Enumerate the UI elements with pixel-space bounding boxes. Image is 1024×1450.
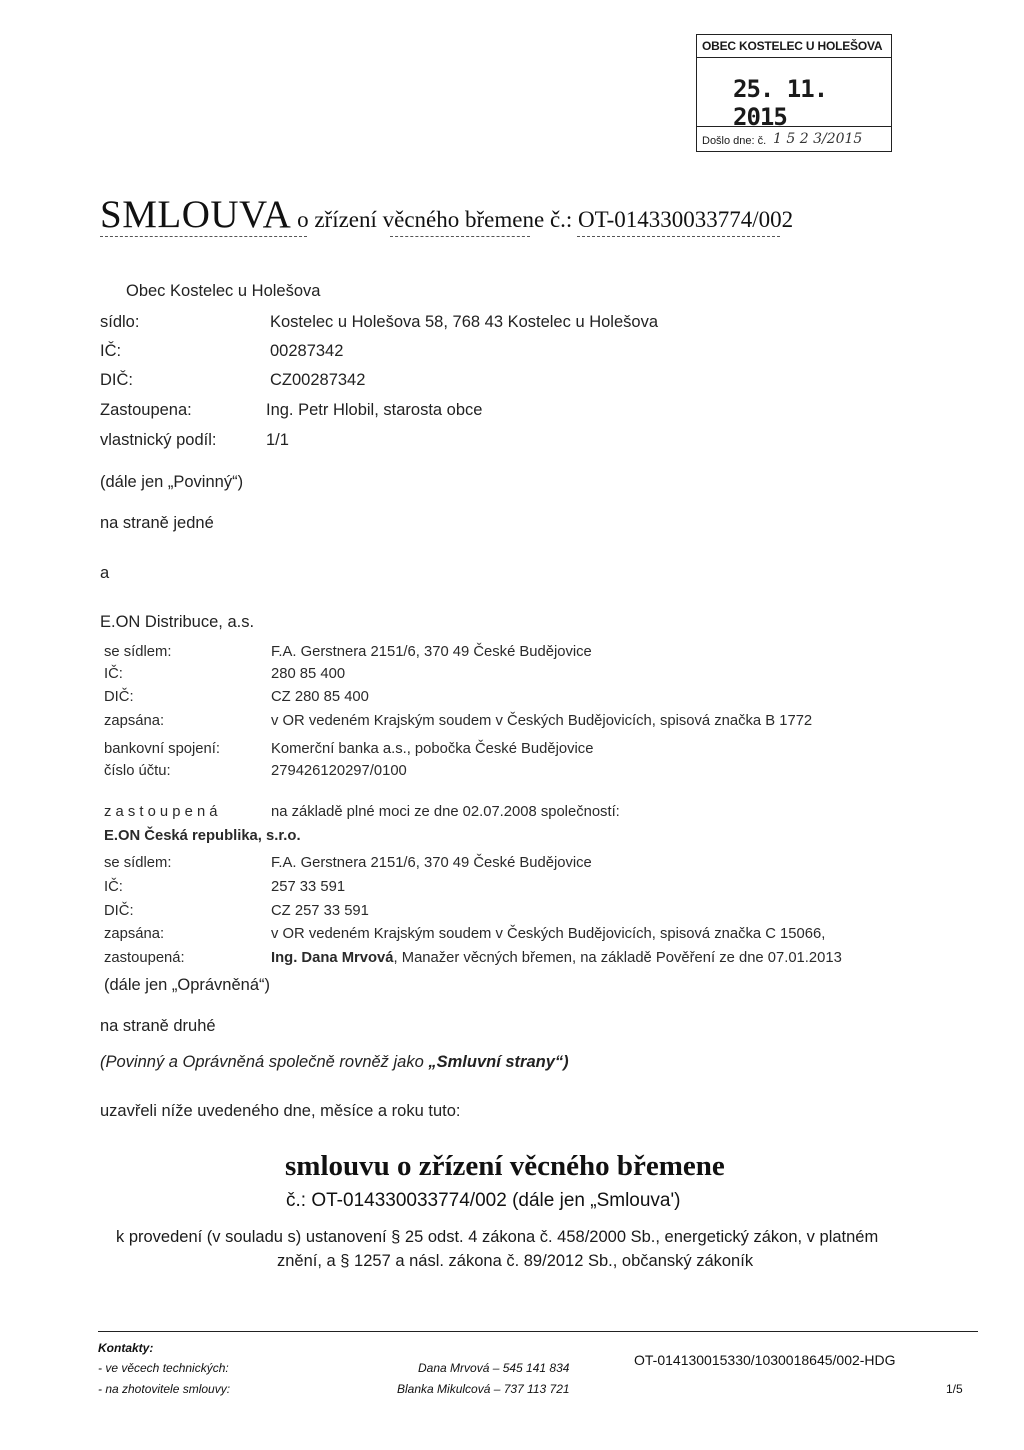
party3-rep-row (271, 950, 842, 966)
party3-label-reg: zapsána: (104, 926, 165, 942)
party3-label-dic: DIČ: (104, 903, 134, 919)
footer-page-number: 1/5 (946, 1382, 963, 1396)
party1-alias: (dále jen „Povinný“) (100, 473, 244, 491)
party1-name: Obec Kostelec u Holešova (126, 282, 321, 300)
party2-value-dic: CZ 280 85 400 (271, 689, 369, 705)
party3-name: E.ON Česká republika, s.r.o. (104, 828, 301, 844)
party1-side: na straně jedné (100, 514, 214, 532)
contract-heading: smlouvu o zřízení věcného břemene (285, 1150, 725, 1182)
party1-label-seat: sídlo: (100, 313, 140, 331)
party2-label-ico: IČ: (104, 666, 123, 682)
title-underline-1 (100, 236, 307, 237)
document-title (100, 192, 793, 237)
party1-value-share: 1/1 (266, 431, 289, 449)
stamp-date: 25. 11. 2015 (733, 75, 828, 131)
footer-tech-label: - ve věcech technických: (98, 1361, 229, 1375)
party2-value-account: 279426120297/0100 (271, 763, 407, 779)
party1-label-dic: DIČ: (100, 371, 133, 389)
footer-tech-value: Dana Mrvová – 545 141 834 (418, 1361, 570, 1375)
party2-value-ico: 280 85 400 (271, 666, 346, 682)
parties-note (100, 1053, 569, 1072)
party3-rep-name: Ing. Dana Mrvová (271, 950, 394, 966)
party3-side: na straně druhé (100, 1017, 216, 1035)
footer-maker-label: - na zhotovitele smlouvy: (98, 1382, 231, 1396)
stamp-received-ref: 1 5 2 3/2015 (773, 131, 863, 147)
party3-value-reg: v OR vedeném Krajským soudem v Českých Budějovicích, spisová značka C 15066, (271, 926, 826, 942)
party1-value-seat: Kostelec u Holešova 58, 768 43 Kostelec u Holešova (270, 313, 658, 331)
party3-rep-rest: , Manažer věcných břemen, na základě Pověření ze dne 07.01.2013 (393, 950, 842, 966)
footer-contacts-label: Kontakty: (98, 1341, 154, 1355)
party1-value-dic: CZ00287342 (270, 371, 366, 389)
party1-label-rep: Zastoupena: (100, 401, 192, 419)
party1-label-ico: IČ: (100, 342, 122, 360)
contract-number: č.: OT-014330033774/002 (286, 1190, 507, 1211)
footer-divider (98, 1331, 978, 1332)
party1-value-rep: Ing. Petr Hlobil, starosta obce (266, 401, 483, 419)
party3-value-seat: F.A. Gerstnera 2151/6, 370 49 České Budějovice (271, 855, 592, 871)
party3-value-ico: 257 33 591 (271, 879, 346, 895)
party2-value-reg: v OR vedeném Krajským soudem v Českých Budějovicích, spisová značka B 1772 (271, 713, 813, 729)
footer-doc-code: OT-014130015330/1030018645/002-HDG (634, 1352, 896, 1368)
parties-note-a: (Povinný a Oprávněná společně rovněž jako (100, 1053, 429, 1071)
parties-note-b: „Smluvní strany“) (428, 1053, 569, 1071)
footer-maker-value: Blanka Mikulcová – 737 113 721 (397, 1382, 570, 1396)
title-underline-3 (577, 236, 780, 237)
conjunction: a (100, 564, 110, 582)
stamp-office: OBEC KOSTELEC U HOLEŠOVA (697, 35, 891, 58)
party3-label-ico: IČ: (104, 879, 123, 895)
stamp-received-row (697, 126, 891, 151)
legal-basis-line-1: k provedení (v souladu s) ustanovení § 25 odst. 4 zákona č. 458/2000 Sb., energetický zákon, v platném (116, 1228, 879, 1246)
title-rest: o zřízení věcného břemene č.: OT-014330033774/002 (291, 207, 794, 232)
title-underline-2 (390, 236, 530, 237)
party3-rep-label: zastoupená: (104, 950, 185, 966)
party2-label-bank: bankovní spojení: (104, 741, 220, 757)
concluded-statement: uzavřeli níže uvedeného dne, měsíce a roku tuto: (100, 1102, 461, 1120)
contract-alias: (dále jen „Smlouva') (506, 1190, 681, 1211)
party2-label-account: číslo účtu: (104, 763, 171, 779)
legal-basis-line-2: znění, a § 1257 a násl. zákona č. 89/2012 Sb., občanský zákoník (277, 1252, 754, 1270)
party2-label-dic: DIČ: (104, 689, 134, 705)
party1-label-share: vlastnický podíl: (100, 431, 217, 449)
party2-value-seat: F.A. Gerstnera 2151/6, 370 49 České Budějovice (271, 644, 592, 660)
party2-name: E.ON Distribuce, a.s. (100, 613, 255, 631)
party2-repr-value: na základě plné moci ze dne 02.07.2008 společností: (271, 804, 620, 820)
party3-value-dic: CZ 257 33 591 (271, 903, 369, 919)
party3-alias: (dále jen „Oprávněná“) (104, 976, 270, 994)
registry-stamp (696, 34, 892, 152)
contract-number-row (286, 1190, 680, 1212)
title-main: SMLOUVA (100, 193, 292, 236)
party3-label-seat: se sídlem: (104, 855, 172, 871)
party2-value-bank: Komerční banka a.s., pobočka České Budějovice (271, 741, 594, 757)
party2-label-reg: zapsána: (104, 713, 165, 729)
stamp-received-label: Došlo dne: č. (702, 135, 767, 147)
party1-value-ico: 00287342 (270, 342, 344, 360)
party2-label-seat: se sídlem: (104, 644, 172, 660)
party2-repr-label: z a s t o u p e n á (104, 804, 218, 820)
